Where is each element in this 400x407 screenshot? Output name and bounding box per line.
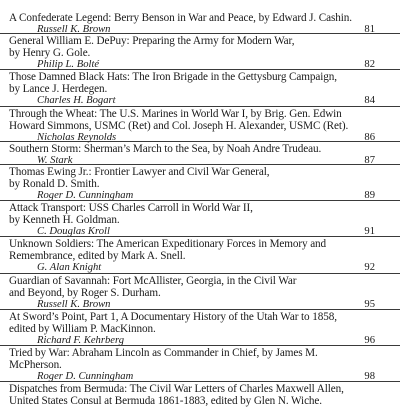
review-title-line: General William E. DePuy: Preparing the Army for Modern War,	[9, 35, 295, 47]
entry-divider	[0, 381, 400, 382]
review-title-line: by Kenneth H. Goldman.	[9, 214, 120, 226]
reviewer-name: G. Alan Knight	[37, 262, 102, 273]
review-title-line: A Confederate Legend: Berry Benson in War and Peace, by Edward J. Cashin.	[9, 12, 352, 24]
review-title-line: Unknown Soldiers: The American Expeditionary Forces in Memory and	[9, 238, 327, 250]
review-title-line: Through the Wheat: The U.S. Marines in World War I, by Brig. Gen. Edwin	[9, 108, 342, 120]
reviewer-name: Charles H. Bogart	[37, 95, 116, 106]
reviewer-name: W. Stark	[37, 155, 73, 166]
page-number: 96	[364, 335, 375, 346]
reviewer-name: Richard F. Kehrberg	[37, 335, 124, 346]
reviewer-name: Russell K. Brown	[37, 299, 111, 310]
review-title-line: by Henry G. Gole.	[9, 47, 91, 59]
entry-divider	[0, 236, 400, 237]
page-number: 82	[364, 59, 375, 70]
review-title-line: Remembrance, edited by Mark A. Snell.	[9, 250, 186, 262]
entry-divider	[0, 273, 400, 274]
review-title-line: by Lance J. Herdegen.	[9, 83, 108, 95]
review-title-line: Tried by War: Abraham Lincoln as Commander in Chief, by James M.	[9, 347, 318, 359]
review-title-line: McPherson.	[9, 359, 62, 371]
entry-divider	[0, 141, 400, 142]
entry-divider	[0, 106, 400, 107]
entry-divider	[0, 33, 400, 34]
review-title-line: Guardian of Savannah: Fort McAllister, Georgia, in the Civil War	[9, 275, 297, 287]
entry-divider	[0, 345, 400, 346]
page-number: 89	[364, 190, 375, 201]
reviewer-name: Roger D. Cunningham	[37, 371, 134, 382]
reviewer-name: Nicholas Reynolds	[37, 132, 117, 143]
review-title-line: Thomas Ewing Jr.: Frontier Lawyer and Civil War General,	[9, 166, 270, 178]
page-number: 95	[364, 299, 375, 310]
review-title-line: Howard Simmons, USMC (Ret) and Col. Joseph H. Alexander, USMC (Ret).	[9, 120, 349, 132]
review-title-line: United States Consul at Bermuda 1861-1883, edited by Glen N. Wiche.	[9, 395, 322, 407]
page-number: 84	[364, 95, 375, 106]
reviewer-name: Russell K. Brown	[37, 24, 111, 35]
entry-divider	[0, 69, 400, 70]
review-title-line: Those Damned Black Hats: The Iron Brigade in the Gettysburg Campaign,	[9, 71, 337, 83]
review-title-line: edited by William P. MacKinnon.	[9, 323, 156, 335]
page-number: 87	[364, 155, 375, 166]
page-number: 86	[364, 132, 375, 143]
reviewer-name: C. Douglas Kroll	[37, 226, 110, 237]
page-number: 91	[364, 226, 375, 237]
page-number: 92	[364, 262, 375, 273]
entry-divider	[0, 164, 400, 165]
page-number: 98	[364, 371, 375, 382]
review-title-line: by Ronald D. Smith.	[9, 178, 100, 190]
page-number: 81	[364, 24, 375, 35]
entry-divider	[0, 200, 400, 201]
review-title-line: and Beyond, by Roger S. Durham.	[9, 287, 161, 299]
review-title-line: Southern Storm: Sherman’s March to the Sea, by Noah Andre Trudeau.	[9, 143, 322, 155]
reviewer-name: Philip L. Bolté	[37, 59, 100, 70]
review-title-line: At Sword’s Point, Part 1, A Documentary History of the Utah War to 1858,	[9, 311, 337, 323]
reviewer-name: Roger D. Cunningham	[37, 190, 134, 201]
entry-divider	[0, 309, 400, 310]
review-title-line: Attack Transport: USS Charles Carroll in World War II,	[9, 202, 253, 214]
review-title-line: Dispatches from Bermuda: The Civil War Letters of Charles Maxwell Allen,	[9, 383, 344, 395]
